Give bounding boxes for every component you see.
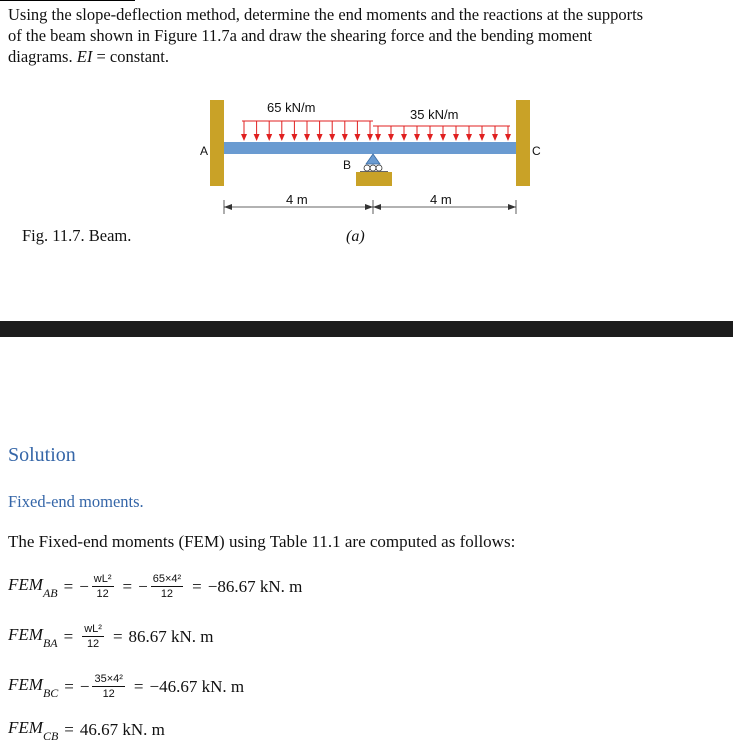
- load-arrowhead: [492, 134, 498, 141]
- ei-symbol: EI: [76, 47, 93, 66]
- load-arrowhead: [414, 134, 420, 141]
- load-arrows-right: [375, 126, 511, 141]
- fem-ab-symbol: $FEM_{AB}$: [8, 574, 58, 601]
- load-arrowhead: [479, 134, 485, 141]
- fem-ba-result: 86.67 kN. m: [128, 626, 214, 646]
- load-arrowhead: [388, 134, 394, 141]
- load-arrowhead: [427, 134, 433, 141]
- load-arrowhead: [440, 134, 446, 141]
- load-arrowhead: [266, 134, 272, 141]
- equation-fem-cb: $FEM_{CB}$ = 46.67 kN. m: [8, 718, 165, 743]
- beam-diagram: [180, 92, 560, 252]
- equation-fem-bc: $FEM_{BC}$ = − $\frac{\text{35×4²}}{12}$ = −46.67 kN. m: [8, 673, 245, 701]
- load-label-left: 65 kN/m: [267, 100, 316, 115]
- label-a: A: [200, 144, 209, 158]
- load-arrowhead: [466, 134, 472, 141]
- problem-line-3: diagrams. EI = constant.: [8, 47, 169, 66]
- figure-sub-label: (a): [346, 228, 365, 245]
- load-arrows-left: [241, 121, 373, 141]
- solution-intro: The Fixed-end moments (FEM) using Table 11.1 are computed as follows:: [8, 532, 516, 551]
- fraction: $\frac{\text{35×4²}}{12}$: [94, 673, 123, 700]
- fem-bc-symbol: $FEM_{BC}$: [8, 674, 59, 701]
- load-label-right: 35 kN/m: [410, 107, 459, 122]
- span-label-left: 4 m: [286, 192, 308, 207]
- dimension-lines: [224, 200, 516, 214]
- load-arrowhead: [401, 134, 407, 141]
- support-a: [210, 100, 224, 186]
- fem-ba-symbol: $FEM_{BA}$: [8, 624, 58, 651]
- problem-statement: [8, 4, 723, 67]
- beam: [224, 142, 516, 154]
- span-label-right: 4 m: [430, 192, 452, 207]
- fraction: $\frac{\text{65×4²}}{12}$: [152, 573, 182, 600]
- load-arrowhead: [304, 134, 310, 141]
- separator-band: [0, 321, 733, 337]
- fem-ab-result: −86.67 kN. m: [207, 576, 303, 596]
- load-arrowhead: [329, 134, 335, 141]
- fem-cb-symbol: $FEM_{CB}$: [8, 718, 59, 743]
- load-arrowhead: [354, 134, 360, 141]
- load-arrowhead: [505, 134, 511, 141]
- load-arrowhead: [367, 134, 373, 141]
- load-arrowhead: [291, 134, 297, 141]
- load-arrowhead: [342, 134, 348, 141]
- equation-fem-ba: $FEM_{BA}$ = $\frac{\text{wL²}}{12}$ = 86.67 kN. m: [8, 623, 214, 651]
- solution-heading: Solution: [8, 444, 76, 466]
- fem-subheading: Fixed-end moments.: [8, 492, 144, 511]
- load-arrowhead: [317, 134, 323, 141]
- fem-cb-result: 46.67 kN. m: [79, 719, 165, 739]
- load-arrowhead: [254, 134, 260, 141]
- support-c: [516, 100, 530, 186]
- fraction: $\frac{\text{wL²}}{12}$: [93, 573, 112, 600]
- fraction: $\frac{\text{wL²}}{12}$: [84, 623, 102, 650]
- problem-line-1: Using the slope-deflection method, determine the end moments and the reactions at the supports: [8, 5, 644, 24]
- top-rule: [0, 0, 135, 1]
- load-arrowhead: [241, 134, 247, 141]
- load-arrowhead: [453, 134, 459, 141]
- load-arrowhead: [279, 134, 285, 141]
- label-b: B: [343, 158, 352, 172]
- fem-bc-result: −46.67 kN. m: [149, 676, 245, 696]
- roller-support-b: [356, 154, 392, 186]
- label-c: C: [532, 144, 541, 158]
- load-arrowhead: [375, 134, 381, 141]
- problem-line-2: of the beam shown in Figure 11.7a and draw the shearing force and the bending moment: [8, 26, 593, 45]
- equation-fem-ab: $FEM_{AB}$ = − $\frac{\text{wL²}}{12}$ = − $\frac{\text{65×4²}}{12}$ = −86.67 kN. m: [8, 573, 303, 601]
- figure-caption: Fig. 11.7. Beam.: [22, 226, 132, 245]
